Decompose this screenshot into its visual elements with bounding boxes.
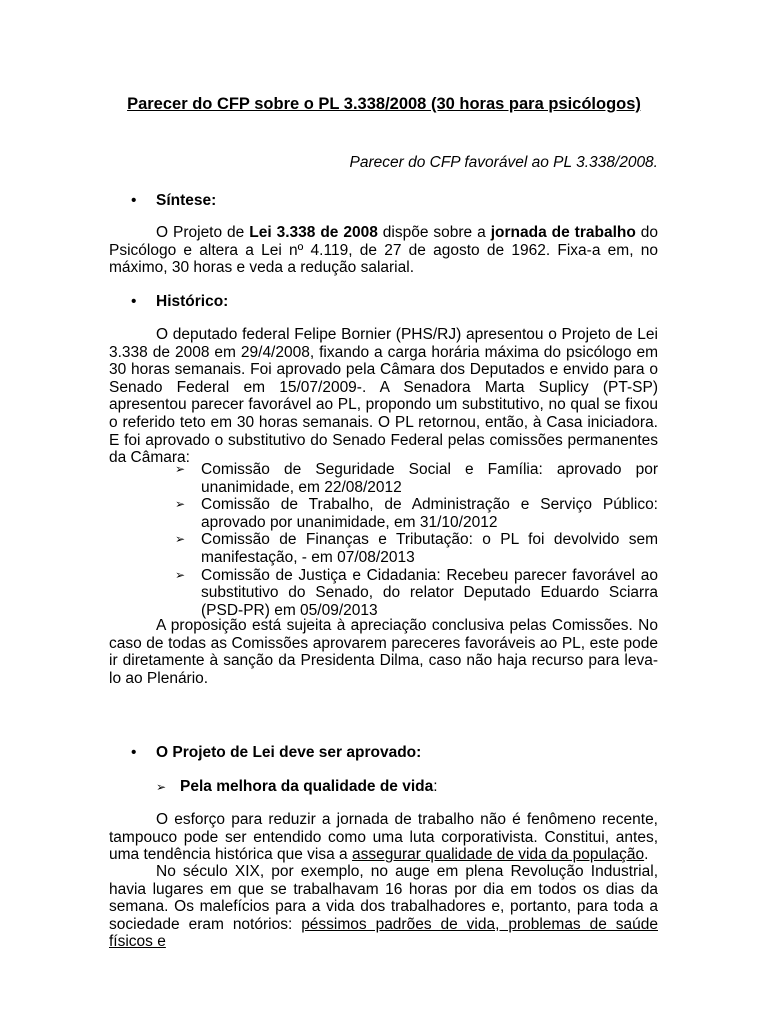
underlined-text: assegurar qualidade de vida da população [351, 846, 645, 864]
section-heading-label: Síntese: [156, 192, 217, 209]
arrow-bullet-icon: ➢ [175, 532, 186, 547]
section-heading-sintese [131, 192, 216, 210]
page-subtitle: Parecer do CFP favorável ao PL 3.338/2008. [349, 154, 658, 171]
law-number: Lei 3.338 de 2008 [249, 224, 378, 241]
page-title: Parecer do CFP sobre o PL 3.338/2008 (30 horas para psicólogos) [127, 95, 641, 113]
commission-list [175, 461, 658, 619]
historico-paragraph-2: A proposição está sujeita à apreciação conclusiva pelas Comissões. No caso de todas as Comissões aprovarem pareceres favoráveis ao PL, este pode ir diretamente à sanção da Presidenta Dilma, caso não haja recurso para leva-lo ao Plenário. [109, 617, 658, 687]
sub-heading-label: Pela melhora da qualidade de vida [180, 778, 434, 795]
arrow-bullet-icon: ➢ [175, 497, 186, 512]
list-item: ➢ Comissão de Justiça e Cidadania: Recebeu parecer favorável ao substitutivo do Senado, do relator Deputado Eduardo Sciarra (PSD-PR) em 05/09/2013 [175, 566, 658, 619]
list-item: ➢ Comissão de Finanças e Tributação: o PL foi devolvido sem manifestação, - em 07/08/2013 [175, 531, 658, 566]
work-hours-term: jornada de trabalho [490, 224, 636, 241]
bullet-icon: • [131, 192, 137, 209]
list-item: ➢ Comissão de Trabalho, de Administração e Serviço Público: aprovado por unanimidade, em 31/10/2012 [175, 496, 658, 531]
arrow-bullet-icon: ➢ [175, 567, 186, 582]
section-heading-aprovado [131, 744, 421, 762]
arrow-bullet-icon: ➢ [156, 780, 167, 794]
underlined-text: péssimos padrões de vida, problemas de saúde físicos e [109, 915, 658, 951]
list-item: ➢ Comissão de Seguridade Social e Família: aprovado por unanimidade, em 22/08/2012 [175, 461, 658, 496]
bullet-icon: • [131, 744, 137, 761]
section-heading-historico [131, 293, 228, 311]
arrow-bullet-icon: ➢ [175, 462, 186, 476]
bullet-icon: • [131, 293, 137, 310]
section-heading-label: Histórico: [156, 293, 229, 310]
aprovado-paragraph-2: No século XIX, por exemplo, no auge em plena Revolução Industrial, havia lugares em que se trabalhavam 16 horas por dia em todos os dias da semana. Os malefícios para a vida dos trabalhadores e, portanto, para toda a sociedade eram notórios: péssimos padrões de vida, problemas de saúde físicos e [109, 863, 658, 951]
aprovado-paragraph: O esforço para reduzir a jornada de trabalho não é fenômeno recente, tampouco pode ser entendido como uma luta corporativista. Constitui, antes, uma tendência histórica que visa a assegurar qualidade de vida da população. [109, 811, 658, 864]
historico-paragraph: O deputado federal Felipe Bornier (PHS/RJ) apresentou o Projeto de Lei 3.338 de 2008 em 29/4/2008, fixando a carga horária máxima do psicólogo em 30 horas semanais. Foi aprovado pela Câmara dos Deputados e envido para o Senado Federal em 15/07/2009-. A Senadora Marta Suplicy (PT-SP) apresentou parecer favorável ao PL, propondo um substitutivo, no qual se fixou o referido teto em 30 horas semanais. O PL retornou, então, à Casa iniciadora. E foi aprovado o substitutivo do Senado Federal pelas comissões permanentes da Câmara: [109, 326, 658, 467]
sub-heading-qualidade-de-vida: ➢ Pela melhora da qualidade de vida: [156, 778, 438, 795]
section-heading-label: O Projeto de Lei deve ser aprovado: [156, 744, 422, 761]
sintese-paragraph: O Projeto de Lei 3.338 de 2008 dispõe sobre a jornada de trabalho do Psicólogo e altera a Lei nº 4.119, de 27 de agosto de 1962. Fixa-a em, no máximo, 30 horas e veda a redução salarial. [109, 224, 658, 277]
